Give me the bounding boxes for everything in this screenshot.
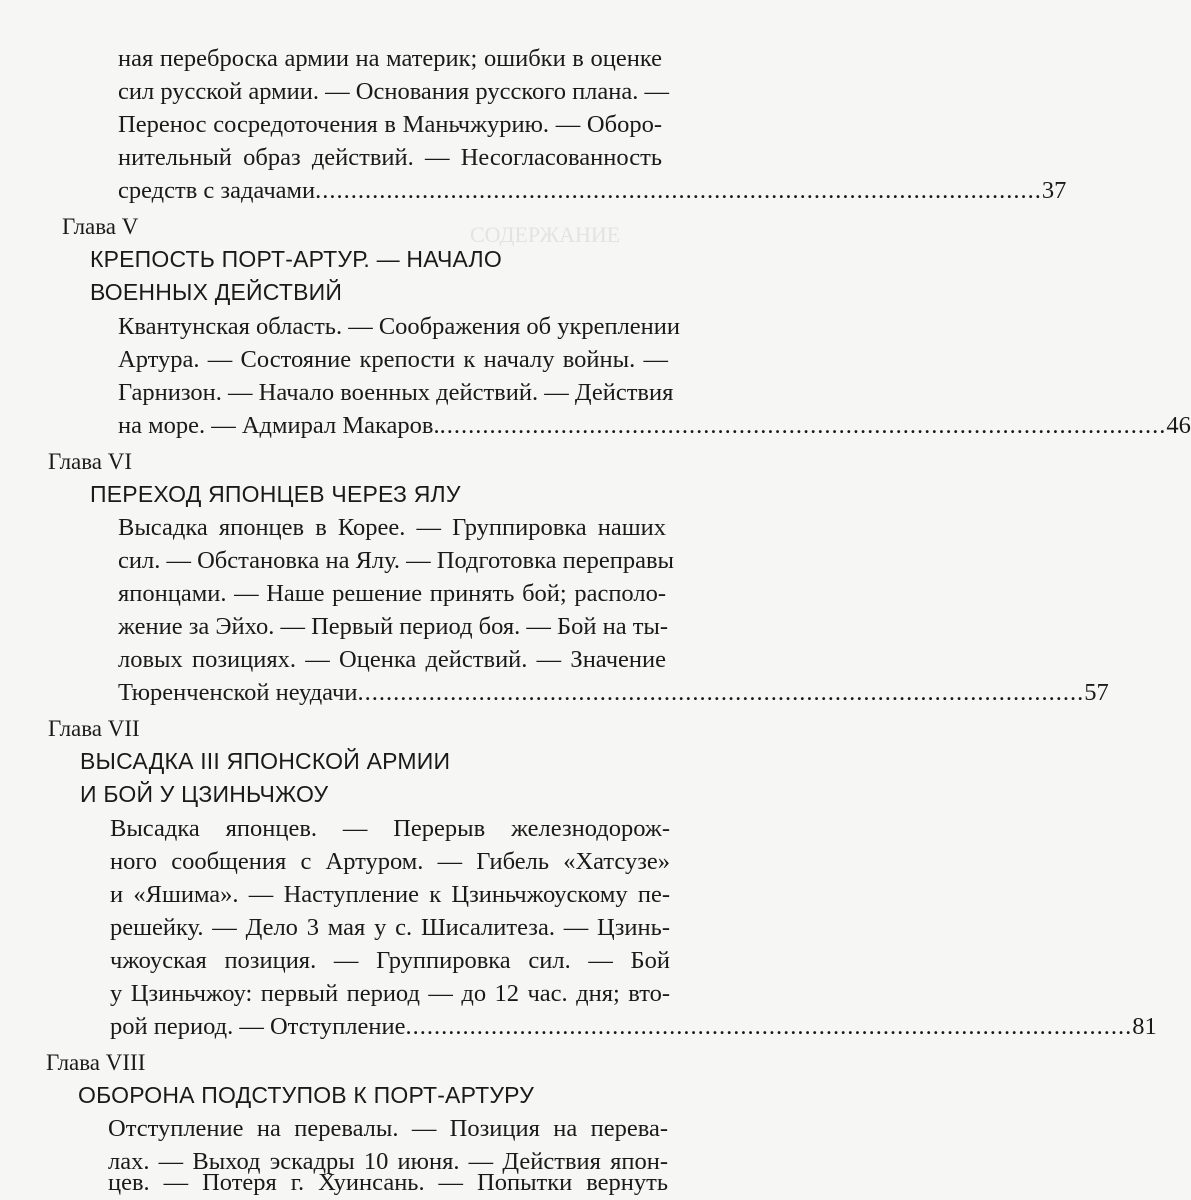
chapter-title: КРЕПОСТЬ ПОРТ-АРТУР. — НАЧАЛО <box>90 246 502 272</box>
entry-text-line: чжоуская позиция. — Группировка сил. — Бой <box>110 947 670 974</box>
chapter-label: Глава V <box>62 214 139 239</box>
entry-text-line: Высадка японцев. — Перерыв железнодорож- <box>110 815 670 842</box>
bleed-through-text: СОДЕРЖАНИЕ <box>470 222 621 247</box>
entry-text: Тюренченской неудачи <box>118 679 358 706</box>
entry-last-line <box>110 1010 1157 1043</box>
entry-text-line: цев. — Потеря г. Хуинсань. — Попытки вернуть <box>108 1169 668 1196</box>
entry-text-line: решейку. — Дело 3 мая у с. Шисалитеза. — Цзинь- <box>110 914 670 941</box>
entry-text-line: японцами. — Наше решение принять бой; располо- <box>118 580 666 607</box>
chapter-label: Глава VII <box>48 716 140 741</box>
dot-leader: ...................................................................................................... <box>439 412 1167 439</box>
page-number: 37 <box>1041 177 1067 204</box>
dot-leader: ...................................................................................................... <box>315 177 1042 204</box>
entry-text-line: Квантунская область. — Соображения об укреплении <box>118 313 681 340</box>
entry-text: на море. — Адмирал Макаров. <box>118 412 440 439</box>
dot-leader: ...................................................................................................... <box>405 1013 1133 1040</box>
entry-text-line: жение за Эйхо. — Первый период боя. — Бой на ты- <box>118 613 669 640</box>
chapter-title: И БОЙ У ЦЗИНЬЧЖОУ <box>80 781 329 807</box>
entry-text: рой период. — Отступление <box>110 1013 406 1040</box>
entry-text-line: ловых позициях. — Оценка действий. — Значение <box>118 646 666 673</box>
entry-last-line <box>118 409 1191 442</box>
entry-text-line: и «Яшима». — Наступление к Цзиньчжоускому пе- <box>110 881 670 908</box>
page-number: 81 <box>1132 1013 1157 1040</box>
dot-leader: ...................................................................................................... <box>357 679 1085 706</box>
chapter-label: Глава VIII <box>46 1050 146 1075</box>
entry-text-line: Высадка японцев в Корее. — Группировка наших <box>118 514 666 541</box>
chapter-title: ПЕРЕХОД ЯПОНЦЕВ ЧЕРЕЗ ЯЛУ <box>90 481 461 507</box>
chapter-title: ВЫСАДКА III ЯПОНСКОЙ АРМИИ <box>80 748 451 774</box>
entry-text-line: у Цзиньчжоу: первый период — до 12 час. дня; вто- <box>110 980 670 1007</box>
entry-text-line: Перенос сосредоточения в Маньчжурию. — Оборо- <box>118 111 662 138</box>
chapter-title: ОБОРОНА ПОДСТУПОВ К ПОРТ-АРТУРУ <box>78 1082 535 1108</box>
entry-text-line: сил. — Обстановка на Ялу. — Подготовка переправы <box>118 547 674 574</box>
entry-text-line: нительный образ действий. — Несогласованность <box>118 144 662 171</box>
entry-text-line: Артура. — Состояние крепости к началу войны. — <box>118 346 668 373</box>
chapter-title: ВОЕННЫХ ДЕЙСТВИЙ <box>90 279 343 305</box>
entry-last-line <box>118 676 1109 709</box>
entry-text: средств с задачами <box>118 177 316 204</box>
chapter-label: Глава VI <box>48 449 133 474</box>
entry-text-line: лах. — Выход эскадры 10 июня. — Действия япон- <box>108 1148 668 1175</box>
entry-text-line: Гарнизон. — Начало военных действий. — Действия <box>118 379 674 406</box>
entry-text-line: сил русской армии. — Основания русского плана. — <box>118 78 670 105</box>
page-number: 57 <box>1084 679 1109 706</box>
entry-text-line: ная переброска армии на материк; ошибки в оценке <box>118 45 662 72</box>
entry-text-line: ного сообщения с Артуром. — Гибель «Хатсузе» <box>110 848 670 875</box>
entry-last-line <box>118 174 1067 207</box>
page-number: 46 <box>1166 412 1191 439</box>
entry-text-line: Отступление на перевалы. — Позиция на перева- <box>108 1115 668 1142</box>
